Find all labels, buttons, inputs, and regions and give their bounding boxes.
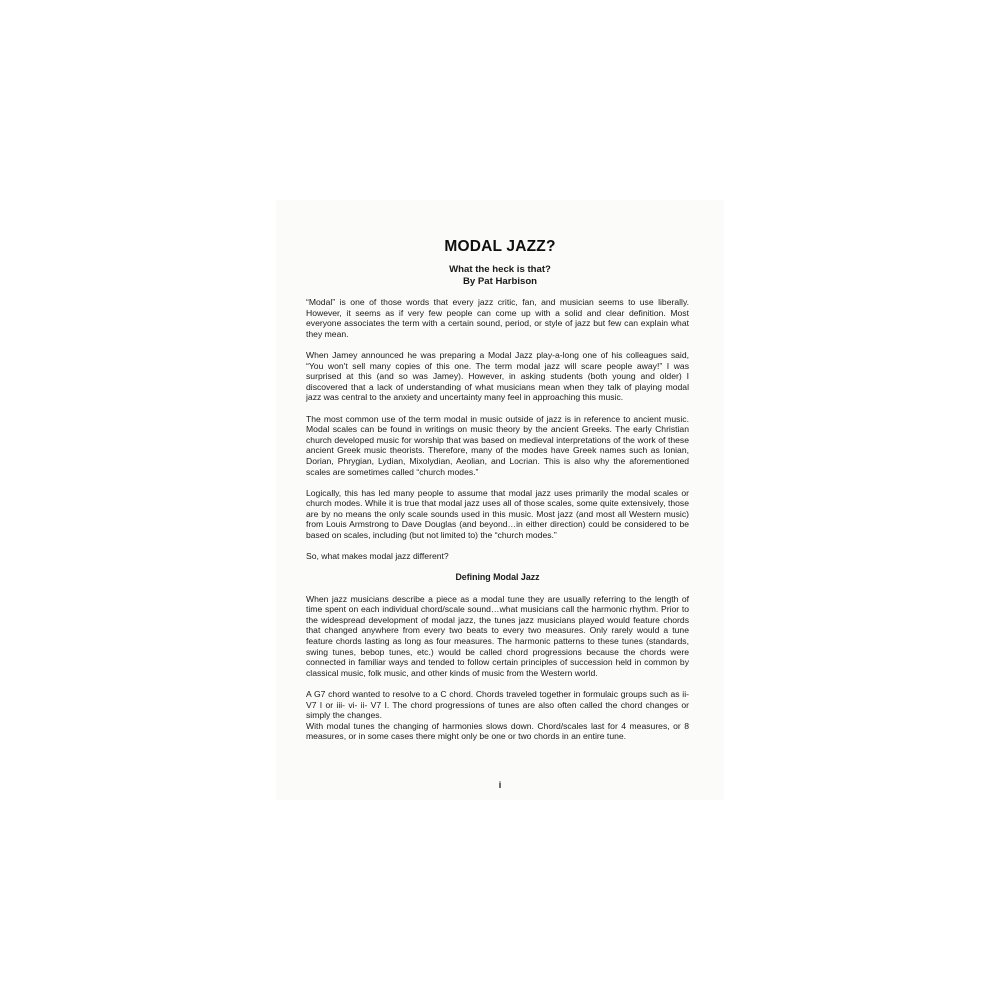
page-number: i (498, 780, 502, 790)
paragraph: The most common use of the term modal in music outside of jazz is in reference to ancient music. Modal scales can be found in writings on music theory by the ancient Greeks. The early Christian church developed music for worship that was based on medieval interpretations of the work of these ancient Greek music theorists. Therefore, many of the modes have Greek names such as Ionian, Dorian, Phrygian, Lydian, Mixolydian, Aeolian, and Locrian. This is also why the aforementioned scales are sometimes called “church modes.” (306, 413, 689, 477)
section-heading: Defining Modal Jazz (455, 572, 540, 583)
paragraph: Logically, this has led many people to assume that modal jazz uses primarily the modal scales or church modes. While it is true that modal jazz uses all of those scales, some quite extensively, those are by no means the only scale sounds used in this music. Most jazz (and most all Western music) from Louis Armstrong to Dave Douglas (and beyond…in either direction) could be considered to be based on scales, including (but not limited to) the “church modes.” (306, 487, 689, 541)
paragraph: With modal tunes the changing of harmonies slows down. Chord/scales last for 4 measures, or 8 measures, or in some cases there might only be one or two chords in an entire tune. (306, 720, 689, 742)
document-page (276, 200, 724, 800)
page-title: MODAL JAZZ? (444, 238, 556, 255)
paragraph: “Modal” is one of those words that every jazz critic, fan, and musician seems to use liberally. However, it seems as if very few people can come up with a solid and clear definition. Most everyone associates the term with a certain sound, period, or style of jazz but few can explain what they mean. (306, 297, 689, 339)
subtitle: What the heck is that? (449, 264, 551, 275)
paragraph: A G7 chord wanted to resolve to a C chord. Chords traveled together in formulaic groups such as ii- V7 I or iii- vi- ii- V7 I. The chord progressions of tunes are also often called the chord changes or simply the changes. (306, 688, 689, 721)
paragraph: So, what makes modal jazz different? (306, 551, 449, 562)
article-body (306, 297, 689, 753)
subtitle-block (276, 264, 724, 288)
paragraph: When jazz musicians describe a piece as a modal tune they are usually referring to the length of time spent on each individual chord/scale sound…what musicians call the harmonic rhythm. Prior to the widespread development of modal jazz, the tunes jazz musicians played would feature chords that changed anywhere from every two beats to every two measures. Only rarely would a tune feature chords lasting as long as four measures. The harmonic patterns to these tunes (standards, swing tunes, bebop tunes, etc.) would be called chord progressions because the chords were connected in familiar ways and tended to follow certain principles of succession held in common by classical music, folk music, and other kinds of music from the Western world. (306, 593, 689, 678)
author-byline: By Pat Harbison (462, 276, 538, 287)
paragraph: When Jamey announced he was preparing a Modal Jazz play-a-long one of his colleagues said, “You won't sell many copies of this one. The term modal jazz will scare people away!” I was surprised at this (and so was Jamey). However, in asking students (both young and older) I discovered that a lack of understanding of what musicians mean when they talk of playing modal jazz was central to the anxiety and uncertainty many feel in approaching this music. (306, 349, 689, 403)
